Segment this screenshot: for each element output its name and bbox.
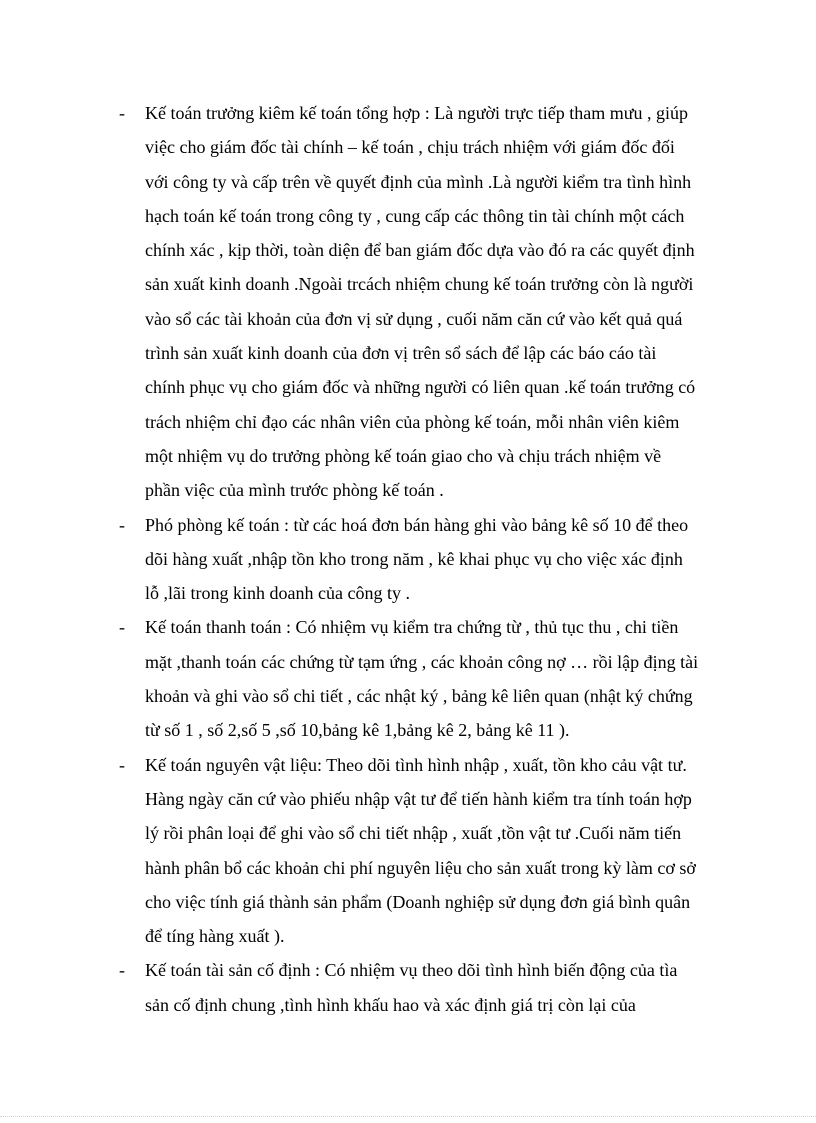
- bullet-marker: -: [119, 960, 125, 981]
- list-item-text: [145, 610, 724, 747]
- text-line: trình sản xuất kinh doanh của đơn vị trên sổ sách để lập các báo cáo tài: [145, 343, 657, 364]
- text-line: Phó phòng kế toán : từ các hoá đơn bán hàng ghi vào bảng kê số 10 để theo: [145, 514, 689, 535]
- text-line: dõi hàng xuất ,nhập tồn kho trong năm , kê khai phục vụ cho việc xác định: [145, 548, 683, 569]
- text-line: Kế toán thanh toán : Có nhiệm vụ kiểm tra chứng từ , thủ tục thu , chi tiền: [145, 617, 679, 638]
- text-line: Hàng ngày căn cứ vào phiếu nhập vật tư để tiến hành kiểm tra tính toán hợp: [145, 788, 692, 809]
- text-line: cho việc tính giá thành sản phẩm (Doanh nghiệp sử dụng đơn giá bình quân: [145, 891, 691, 912]
- list-item-text: [145, 96, 724, 508]
- text-line: hạch toán kế toán trong công ty , cung cấp các thông tin tài chính một cách: [145, 205, 685, 226]
- page-bottom-rule: [0, 1116, 816, 1117]
- text-line: lý rồi phân loại để ghi vào sổ chi tiết nhập , xuất ,tồn vật tư .Cuối năm tiến: [145, 823, 682, 844]
- list-item-materials-accountant: [112, 748, 724, 954]
- text-line: sản xuất kinh doanh .Ngoài trcách nhiệm chung kế toán trưởng còn là người: [145, 274, 694, 295]
- text-line: việc cho giám đốc tài chính – kế toán , chịu trách nhiệm với giám đốc đối: [145, 137, 675, 158]
- text-line: sản cố định chung ,tình hình khấu hao và xác định giá trị còn lại của: [145, 994, 636, 1015]
- list-item-fixed-assets-accountant: [112, 953, 724, 1022]
- text-line: Kế toán tài sản cố định : Có nhiệm vụ theo dõi tình hình biến động của tìa: [145, 960, 678, 981]
- text-line: mặt ,thanh toán các chứng từ tạm ứng , các khoản công nợ … rồi lập địng tài: [145, 651, 699, 672]
- list-item-text: [145, 748, 724, 954]
- bullet-marker: -: [119, 754, 125, 775]
- list-item-text: [145, 508, 724, 611]
- text-line: Kế toán trưởng kiêm kế toán tổng hợp : Là người trực tiếp tham mưu , giúp: [145, 103, 688, 123]
- text-line: khoản và ghi vào sổ chi tiết , các nhật ký , bảng kê liên quan (nhật ký chứng: [145, 686, 693, 707]
- text-line: Kế toán nguyên vật liệu: Theo dõi tình hình nhập , xuất, tồn kho cảu vật tư.: [145, 754, 687, 775]
- list-item-payment-accountant: [112, 610, 724, 747]
- text-line: hành phân bổ các khoản chi phí nguyên liệu cho sản xuất trong kỳ làm cơ sở: [145, 857, 696, 878]
- text-line: chính phục vụ cho giám đốc và những người có liên quan .kế toán trưởng có: [145, 377, 696, 398]
- text-line: chính xác , kịp thời, toàn diện để ban giám đốc dựa vào đó ra các quyết định: [145, 240, 695, 261]
- text-line: vào sổ các tài khoản của đơn vị sử dụng , cuối năm căn cứ vào kết quả quá: [145, 308, 683, 329]
- text-line: với công ty và cấp trên về quyết định của mình .Là người kiểm tra tình hình: [145, 171, 692, 192]
- text-line: để tíng hàng xuất ).: [145, 926, 285, 947]
- bullet-marker: -: [119, 103, 125, 123]
- list-item-text: [145, 953, 724, 1022]
- document-body: [112, 96, 724, 1022]
- text-line: một nhiệm vụ do trưởng phòng kế toán giao cho và chịu trách nhiệm về: [145, 445, 662, 466]
- bullet-marker: -: [119, 617, 125, 638]
- text-line: lỗ ,lãi trong kinh doanh của công ty .: [145, 583, 410, 604]
- list-item-deputy-head: [112, 508, 724, 611]
- text-line: từ số 1 , số 2,số 5 ,số 10,bảng kê 1,bảng kê 2, bảng kê 11 ).: [145, 720, 570, 741]
- text-line: phần việc của mình trước phòng kế toán .: [145, 480, 444, 501]
- text-line: trách nhiệm chỉ đạo các nhân viên của phòng kế toán, mỗi nhân viên kiêm: [145, 411, 680, 432]
- bullet-marker: -: [119, 514, 125, 535]
- list-item-chief-accountant: [112, 96, 724, 508]
